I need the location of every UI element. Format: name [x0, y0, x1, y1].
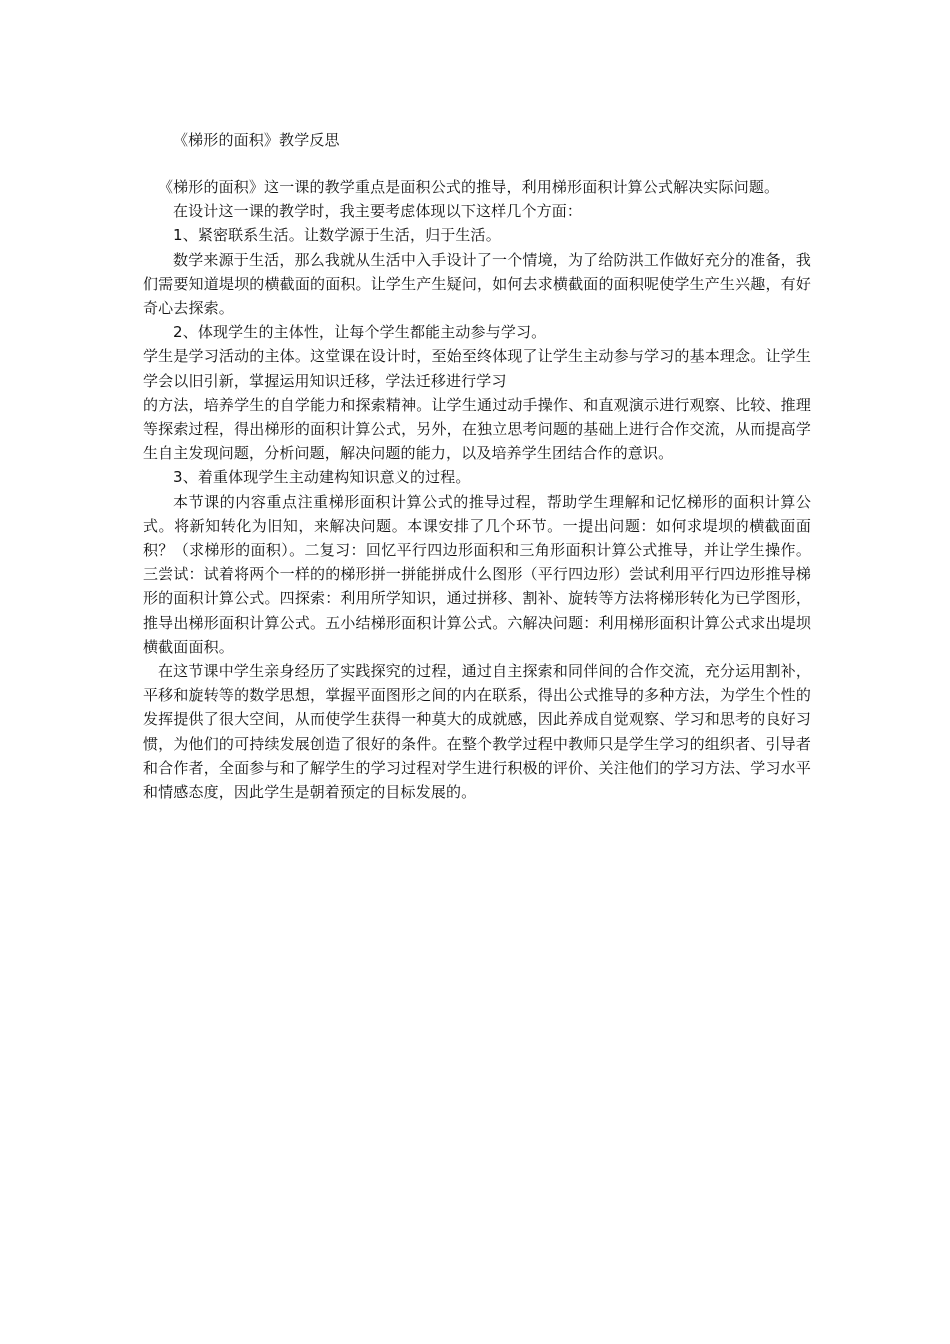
- document-body: [143, 128, 811, 804]
- paragraph-heading-2: 2、体现学生的主体性，让每个学生都能主动参与学习。: [173, 323, 547, 342]
- paragraph-heading-3: 3、着重体现学生主动建构知识意义的过程。: [173, 468, 471, 487]
- paragraph-life-context: 数学来源于生活，那么我就从生活中入手设计了一个情境，为了给防洪工作做好充分的准备，我们需要知道堤坝的横截面的面积。让学生产生疑问，如何去求横截面的面积呢使学生产生兴趣，有好奇心去探索。: [143, 250, 811, 318]
- paragraph-student-subject: 学生是学习活动的主体。这堂课在设计时，至始至终体现了让学生主动参与学习的基本理念。让学生学会以旧引新，掌握运用知识迁移，学法迁移进行学习: [143, 347, 811, 390]
- paragraph-learning-methods: 的方法，培养学生的自学能力和探索精神。让学生通过动手操作、和直观演示进行观察、比较、推理等探索过程，得出梯形的面积计算公式，另外，在独立思考问题的基础上进行合作交流，从而提高学生自主发现问题，分析问题，解决问题的能力，以及培养学生团结合作的意识。: [143, 395, 811, 463]
- paragraph-lesson-steps: 本节课的内容重点注重梯形面积计算公式的推导过程，帮助学生理解和记忆梯形的面积计算公式。将新知转化为旧知，来解决问题。本课安排了几个环节。一提出问题：如何求堤坝的横截面面积？（求梯形的面积）。二复习：回忆平行四边形面积和三角形面积计算公式推导，并让学生操作。三尝试：试着将两个一样的的梯形拼一拼能拼成什么图形（平行四边形）尝试利用平行四边形推导梯形的面积计算公式。四探索：利用所学知识，通过拼移、割补、旋转等方法将梯形转化为已学图形，推导出梯形面积计算公式。五小结梯形面积计算公式。六解决问题：利用梯形面积计算公式求出堤坝横截面面积。: [143, 492, 811, 656]
- paragraph-design-overview: 在设计这一课的教学时，我主要考虑体现以下这样几个方面：: [173, 202, 583, 221]
- paragraph-heading-1: 1、紧密联系生活。让数学源于生活，归于生活。: [173, 226, 501, 245]
- paragraph-conclusion: 在这节课中学生亲身经历了实践探究的过程，通过自主探索和同伴间的合作交流，充分运用割补，平移和旋转等的数学思想，掌握平面图形之间的内在联系，得出公式推导的多种方法，为学生个性的发挥提供了很大空间，从而使学生获得一种莫大的成就感，因此养成自觉观察、学习和思考的良好习惯，为他们的可持续发展创造了很好的条件。在整个教学过程中教师只是学生学习的组织者、引导者和合作者，全面参与和了解学生的学习过程对学生进行积极的评价、关注他们的学习方法、学习水平和情感态度，因此学生是朝着预定的目标发展的。: [143, 662, 811, 802]
- paragraph-intro: 《梯形的面积》这一课的教学重点是面积公式的推导，利用梯形面积计算公式解决实际问题。: [158, 178, 780, 196]
- document-title: 《梯形的面积》教学反思: [173, 131, 340, 149]
